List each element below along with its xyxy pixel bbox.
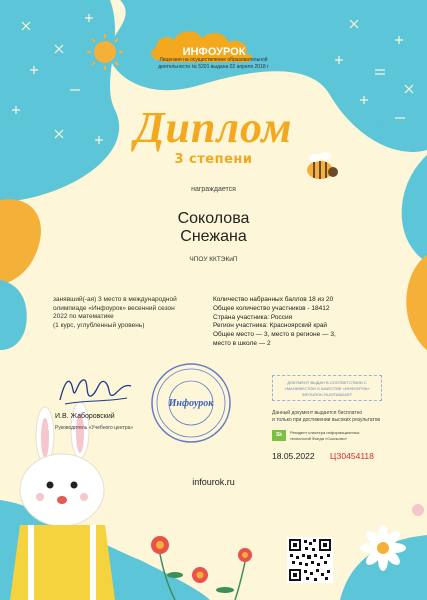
- issue-date: 18.05.2022: [272, 451, 315, 461]
- achievement-line-4: (1 курс, углубленный уровень): [53, 321, 145, 329]
- stamp-text: Инфоурок: [168, 398, 214, 409]
- stats-score: Количество набранных баллов 18 из 20: [213, 296, 334, 303]
- skolkovo-text: [290, 430, 390, 441]
- free-note-line-2: и только при достижении высоких результатов: [272, 416, 381, 423]
- recipient-school: ЧПОУ ККТЭКиП: [189, 256, 238, 263]
- achievement-line-3: 2022 по математике: [53, 313, 114, 321]
- license-text: [0, 57, 427, 71]
- stats-participants: Общее количество участников - 18412: [213, 304, 330, 312]
- license-line-2: деятельности № 5201 выдана 02 апреля 2018 г: [158, 64, 269, 70]
- stats-region: Регион участника: Красноярский край: [213, 322, 328, 330]
- diploma-degree: 3 степени: [174, 152, 253, 167]
- director-signature: [55, 370, 135, 410]
- recipient-surname: Соколова: [177, 210, 250, 227]
- manifest-line-3: INFOUROK.RU/STANDART: [301, 392, 353, 397]
- right-orange-blob: [406, 255, 427, 350]
- signer-role: Руководитель «Учебного центра»: [55, 425, 134, 431]
- stats-place-school: место в школе — 2: [213, 339, 271, 347]
- achievement-line-1: занявший(-ая) 3 место в международной: [53, 296, 177, 303]
- quality-manifest-box: [272, 375, 382, 401]
- skolkovo-badge: Sk: [272, 430, 286, 441]
- logo-text: ИНФОУРОК: [182, 46, 246, 58]
- skolkovo-line-2: технологий Фонда «Сколково»: [290, 435, 347, 441]
- free-note-line-1: Данный документ выдается бесплатно: [272, 410, 363, 416]
- stats-place: Общее место — 3, место в регионе — 3,: [213, 331, 336, 339]
- awarded-label: награждается: [191, 186, 236, 193]
- bunny-illustration: [10, 402, 115, 600]
- license-line-1: Лицензия на осуществление образовательной: [159, 57, 268, 63]
- diploma-title: Диплом: [134, 103, 293, 152]
- participant-stats: [213, 296, 383, 349]
- free-document-note: [272, 410, 387, 423]
- recipient-given-name: Снежана: [180, 228, 247, 245]
- official-stamp: [150, 362, 232, 444]
- left-teal-blob: [0, 280, 27, 350]
- qr-code[interactable]: [287, 537, 333, 583]
- website-link[interactable]: infourok.ru: [192, 477, 235, 487]
- achievement-line-2: олимпиаде «Инфоурок» весенний сезон: [53, 304, 175, 312]
- signer-name: И.В. Жаборовский: [55, 413, 115, 420]
- stats-country: Страна участника: Россия: [213, 313, 293, 321]
- achievement-description: [53, 296, 203, 330]
- registration-number: ЦЗ0454118: [330, 451, 374, 461]
- manifest-line-2: «МАНИФЕСТОМ О КАЧЕСТВЕ «ИНФОУРОК»: [284, 386, 370, 391]
- skolkovo-line-1: Резидент кластера информационных: [290, 430, 360, 435]
- manifest-line-1: ДОКУМЕНТ ВЫДАН В СООТВЕТСТВИИ С: [287, 380, 367, 385]
